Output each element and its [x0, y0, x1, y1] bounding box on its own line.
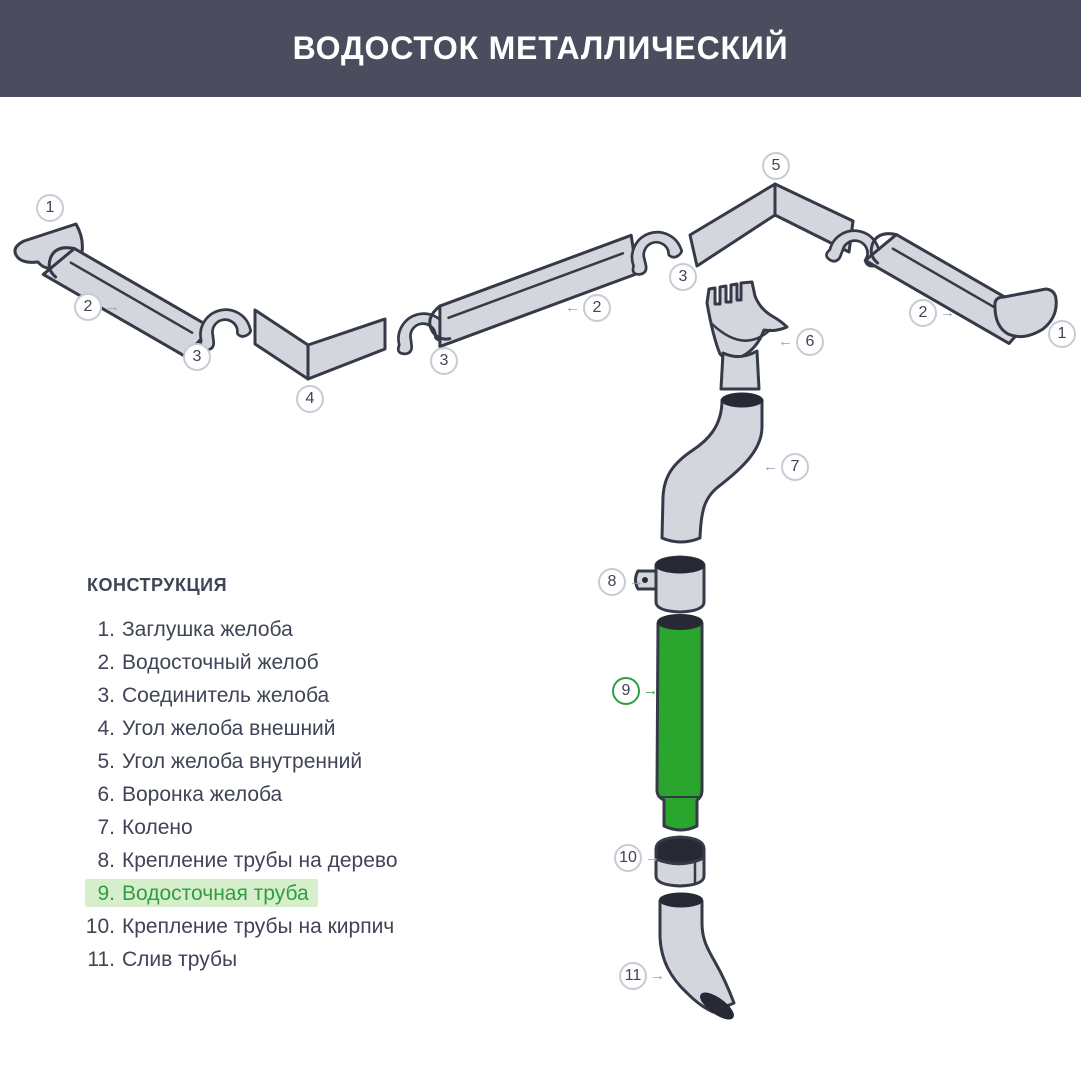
legend-item-11: [60, 943, 398, 976]
legend-item-2: [60, 646, 398, 679]
callout-circle: 3: [183, 343, 211, 371]
callout-circle: 2: [74, 293, 102, 321]
callout-circle: 10: [614, 844, 642, 872]
callout-circle: 3: [669, 263, 697, 291]
callout-circle: 8: [598, 568, 626, 596]
legend-item-9-highlighted: [60, 877, 398, 910]
part-bracket-brick: [656, 837, 704, 886]
legend-item-1: [60, 613, 398, 646]
legend-item-number: 11.: [87, 947, 115, 971]
callout-circle: 4: [296, 385, 324, 413]
callout-circle: 1: [1048, 320, 1076, 348]
part-bracket-wood: [636, 557, 705, 612]
arrow-right-icon: →: [940, 304, 955, 321]
legend-item-5: [60, 745, 398, 778]
legend-item-number: 7.: [97, 815, 115, 839]
legend-item-label: Водосточная труба: [122, 881, 309, 905]
legend-item-label: Соединитель желоба: [122, 683, 330, 707]
page-title: ВОДОСТОК МЕТАЛЛИЧЕСКИЙ: [292, 30, 789, 66]
legend-item-label: Колено: [122, 815, 193, 839]
legend-panel: [60, 574, 398, 976]
legend-item-number: 4.: [97, 716, 115, 740]
legend-heading: КОНСТРУКЦИЯ: [87, 575, 228, 595]
arrow-left-icon: ←: [565, 299, 580, 316]
legend-item-label: Крепление трубы на кирпич: [122, 914, 395, 938]
part-outer-corner: [255, 310, 385, 379]
legend-item-label: Слив трубы: [122, 947, 238, 971]
callout-circle: 7: [781, 453, 809, 481]
legend-item-number: 1.: [97, 617, 115, 641]
legend-item-number: 3.: [97, 683, 115, 707]
arrow-right-icon: →: [645, 849, 660, 866]
legend-list: [60, 613, 398, 976]
legend-item-label: Водосточный желоб: [122, 650, 319, 674]
callout-circle: 11: [619, 962, 647, 990]
callout-circle: 1: [36, 194, 64, 222]
callout-circle: 2: [909, 299, 937, 327]
legend-item-7: [60, 811, 398, 844]
part-outlet-elbow: [660, 894, 736, 1023]
part-gutter-middle: [425, 235, 645, 347]
legend-item-number: 5.: [97, 749, 115, 773]
part-gutter-left: [41, 240, 211, 360]
part-elbow-upper: [662, 394, 762, 543]
legend-item-10: [60, 910, 398, 943]
legend-item-3: [60, 679, 398, 712]
arrow-right-icon: →: [105, 298, 120, 315]
legend-item-label: Заглушка желоба: [122, 617, 293, 641]
legend-item-label: Воронка желоба: [122, 782, 283, 806]
arrow-right-icon: →: [629, 573, 644, 590]
legend-item-number: 9.: [97, 881, 115, 905]
legend-item-number: 2.: [97, 650, 115, 674]
legend-item-label: Угол желоба внешний: [122, 716, 336, 740]
callout-circle: 5: [762, 152, 790, 180]
legend-item-8: [60, 844, 398, 877]
legend-item-number: 8.: [97, 848, 115, 872]
part-end-cap-right: [995, 289, 1056, 337]
arrow-right-icon: →: [650, 967, 665, 984]
legend-item-label: Угол желоба внутренний: [122, 749, 363, 773]
callout-circle: 9: [612, 677, 640, 705]
legend-item-4: [60, 712, 398, 745]
legend-item-label: Крепление трубы на дерево: [122, 848, 398, 872]
arrow-left-icon: ←: [763, 458, 778, 475]
header-bar: [0, 0, 1081, 97]
arrow-left-icon: ←: [778, 333, 793, 350]
legend-item-6: [60, 778, 398, 811]
legend-item-number: 10.: [85, 914, 115, 938]
callout-circle: 2: [583, 294, 611, 322]
callout-circle: 3: [430, 347, 458, 375]
part-downpipe-green: [657, 615, 702, 830]
callout-circle: 6: [796, 328, 824, 356]
legend-item-number: 6.: [97, 782, 115, 806]
arrow-right-icon: →: [643, 682, 658, 699]
part-funnel: [707, 282, 787, 389]
